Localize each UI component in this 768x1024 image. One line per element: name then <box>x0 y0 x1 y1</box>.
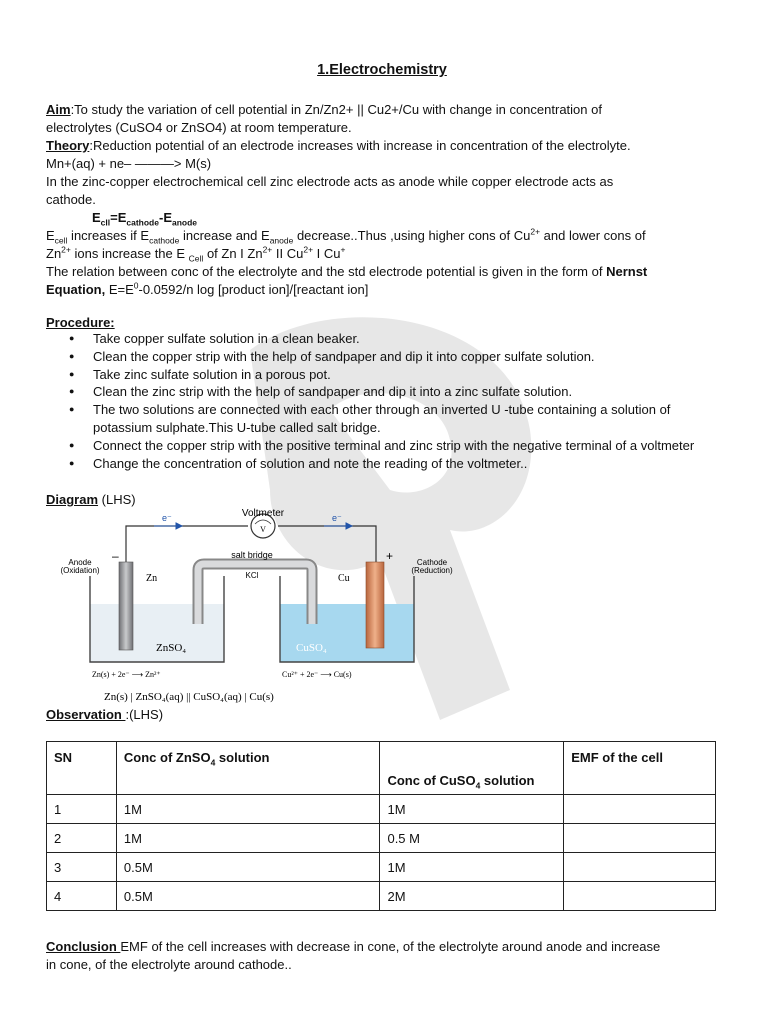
cell-sn: 2 <box>47 824 117 853</box>
table-row <box>47 853 716 882</box>
cathode-reaction: Cu²⁺ + 2e⁻ ⟶ Cu(s) <box>282 670 352 679</box>
zinc-electrode <box>119 562 133 650</box>
cell-emf <box>564 795 716 824</box>
theory-line7: $Zn^{2+}$ ions increase the E $_{Cell}$ of Zn I $Zn^{2+}$ II $Cu^{2+}$ I Cu+ <box>46 244 346 264</box>
cell-sn: 1 <box>47 795 117 824</box>
cell-notation: Zn(s) | ZnSO₄(aq) || CuSO₄(aq) | Cu(s) <box>104 691 274 703</box>
anode-sublabel: (Oxidation) <box>60 566 100 575</box>
procedure-step: ● Connect the copper strip with the positive terminal and zinc strip with the negative terminal of a voltmeter <box>46 437 716 455</box>
procedure-list <box>46 330 716 472</box>
nernst-equation: Equation, $E=E^0-0.0592/n$ log [product ion]/[reactant ion] <box>46 280 369 297</box>
conclusion-section: Conclusion EMF of the cell increases with decrease in cone, of the electrolyte around anode and increase in cone, of the electrolyte around cathode.. <box>46 939 661 972</box>
cell-znso4: 0.5M <box>116 882 380 911</box>
table-row <box>47 882 716 911</box>
znso4-label: ZnSO₄ <box>156 642 187 654</box>
diagram-heading: Diagram (LHS) <box>46 492 136 507</box>
theory-line3: In the zinc-copper electrochemical cell zinc electrode acts as anode while copper electrode acts as <box>46 174 614 189</box>
theory-section <box>46 137 716 299</box>
copper-electrode <box>366 562 384 648</box>
theory-line8: The relation between conc of the electrolyte and the std electrode potential is given in the form of Nernst <box>46 264 648 279</box>
procedure-heading: Procedure: <box>46 315 115 330</box>
cuso4-label: CuSO₄ <box>296 642 327 654</box>
cell-cuso4: 0.5 M <box>380 824 564 853</box>
cu-label: Cu <box>338 573 350 584</box>
theory-line1: :Reduction potential of an electrode increases with increase in concentration of the electrolyte. <box>89 138 631 153</box>
cell-sn: 3 <box>47 853 117 882</box>
voltmeter-label: Voltmeter <box>241 508 285 519</box>
cell-emf <box>564 824 716 853</box>
cell-emf <box>564 882 716 911</box>
cell-cuso4: 1M <box>380 795 564 824</box>
table-row <box>47 795 716 824</box>
observation-table <box>46 741 716 911</box>
theory-label: Theory <box>46 138 90 153</box>
procedure-step: ● Take copper sulfate solution in a clean beaker. <box>46 330 716 348</box>
negative-terminal: – <box>112 549 119 563</box>
header-sn: SN <box>47 742 117 795</box>
table-row <box>47 824 716 853</box>
procedure-step: ● Change the concentration of solution and note the reading of the voltmeter.. <box>46 455 716 473</box>
procedure-step: ● The two solutions are connected with each other through an inverted U -tube containing a solution of potassium sulphate.This U-tube called salt bridge. <box>46 401 716 437</box>
cell-znso4: 0.5M <box>116 853 380 882</box>
header-emf: EMF of the cell <box>564 742 716 795</box>
procedure-step: ● Clean the copper strip with the help of sandpaper and dip it into copper sulfate solution. <box>46 348 716 366</box>
aim-section <box>46 101 716 137</box>
procedure-step: ● Take zinc sulfate solution in a porous pot. <box>46 366 716 384</box>
cell-znso4: 1M <box>116 795 380 824</box>
observation-heading: Observation :(LHS) <box>46 707 164 722</box>
cell-potential-formula: $E_{cll}=E_{cathode}-E_{anode}$ <box>92 210 198 228</box>
aim-text-line1: :To study the variation of cell potential in Zn/Zn2+ || Cu2+/Cu with change in concentration of <box>70 102 602 117</box>
cathode-sublabel: (Reduction) <box>411 566 453 575</box>
voltmeter-symbol: V <box>260 525 266 534</box>
cell-emf <box>564 853 716 882</box>
kcl-label: KCl <box>245 571 259 580</box>
svg-text:e⁻: e⁻ <box>162 513 172 523</box>
zn-label: Zn <box>146 573 158 584</box>
header-cuso4: Conc of CuSO$_4$ solution <box>380 742 564 795</box>
theory-line6: $E_{cell}$ increases if $E_{cathode}$ increase and $E_{anode}$ decrease..Thus ,using higher cons of $Cu^{2+}$ and lower cons of <box>46 226 646 246</box>
cell-cuso4: 2M <box>380 882 564 911</box>
aim-label: Aim <box>46 102 71 117</box>
cell-znso4: 1M <box>116 824 380 853</box>
header-znso4: Conc of ZnSO$_4$ solution <box>116 742 380 795</box>
positive-terminal: + <box>386 549 394 563</box>
anode-reaction: Zn(s) + 2e⁻ ⟶ Zn²⁺ <box>92 670 161 679</box>
cell-sn: 4 <box>47 882 117 911</box>
page-title: 1.Electrochemistry <box>317 62 447 78</box>
cell-cuso4: 1M <box>380 853 564 882</box>
aim-text-line2: electrolytes (CuSO4 or ZnSO4) at room temperature. <box>46 120 352 135</box>
anode-label: Anode <box>68 558 92 567</box>
procedure-step: ● Clean the zinc strip with the help of sandpaper and dip it into a zinc sulfate solution. <box>46 383 716 401</box>
electrochemical-cell-diagram <box>46 506 476 706</box>
theory-reaction: Mn+(aq) + ne– ———> M(s) <box>46 156 212 171</box>
theory-line4: cathode. <box>46 192 96 207</box>
salt-bridge-label: salt bridge <box>231 550 273 560</box>
cathode-label: Cathode <box>416 558 448 567</box>
svg-text:e⁻: e⁻ <box>332 513 342 523</box>
table-header-row <box>47 742 716 795</box>
